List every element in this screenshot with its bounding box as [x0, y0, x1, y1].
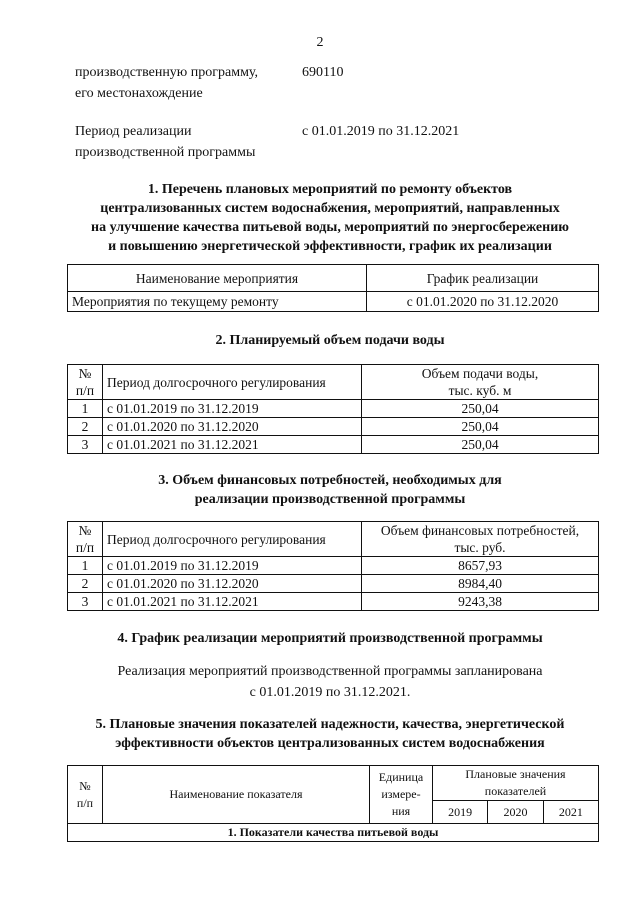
header-schedule: График реализации — [367, 265, 599, 292]
row-value: 8657,93 — [362, 557, 599, 575]
header-unit-line-1: Единица — [378, 770, 424, 784]
table-row — [68, 575, 599, 593]
indicators-table — [67, 765, 599, 842]
address-value: 690110 — [302, 65, 344, 80]
period-label-line-2: производственной программы — [75, 145, 256, 160]
header-period: Период долгосрочного регулирования — [103, 365, 362, 400]
section-5-title-line-2: эффективности объектов централизованных систем водоснабжения — [115, 736, 545, 751]
section-1-title — [60, 180, 600, 256]
section-3-title-line-1: 3. Объем финансовых потребностей, необходимых для — [158, 473, 502, 488]
header-measure-name: Наименование мероприятия — [68, 265, 367, 292]
row-number: 2 — [68, 418, 103, 436]
address-label-line-1: производственную программу, — [75, 65, 259, 80]
table-header-row — [68, 522, 599, 557]
header-number-line-1: № — [79, 778, 91, 793]
table-row — [68, 593, 599, 611]
row-period: с 01.01.2020 по 31.12.2020 — [103, 418, 362, 436]
header-year: 2021 — [543, 801, 598, 824]
table-header-row — [68, 365, 599, 400]
header-indicator-name: Наименование показателя — [103, 766, 370, 824]
section-5-title-line-1: 5. Плановые значения показателей надежности, качества, энергетической — [95, 717, 565, 732]
row-value: 250,04 — [362, 400, 599, 418]
section-1-title-line-4: и повышению энергетической эффективности, график их реализации — [108, 239, 552, 254]
measure-schedule-cell: с 01.01.2020 по 31.12.2020 — [367, 292, 599, 312]
header-financial-line-2: тыс. руб. — [454, 540, 506, 555]
header-number — [68, 522, 103, 557]
header-number-line-1: № — [78, 366, 92, 381]
row-number: 3 — [68, 436, 103, 454]
table-row — [68, 400, 599, 418]
financial-needs-table — [67, 521, 599, 611]
row-number: 3 — [68, 593, 103, 611]
header-planned-values — [433, 766, 599, 801]
section-2-title: 2. Планируемый объем подачи воды — [215, 333, 445, 348]
section-1-title-line-2: централизованных систем водоснабжения, мероприятий, направленных — [100, 201, 560, 216]
header-financial-line-1: Объем финансовых потребностей, — [380, 523, 580, 538]
row-period: с 01.01.2021 по 31.12.2021 — [103, 593, 362, 611]
header-number-line-2: п/п — [75, 383, 95, 398]
water-volume-table — [67, 364, 599, 454]
header-financial — [362, 522, 599, 557]
subsection-title: 1. Показатели качества питьевой воды — [68, 824, 599, 842]
row-value: 8984,40 — [362, 575, 599, 593]
section-4-title: 4. График реализации мероприятий производственной программы — [117, 631, 543, 646]
section-4-text-line-1: Реализация мероприятий производственной программы запланирована — [117, 664, 543, 679]
row-value: 250,04 — [362, 418, 599, 436]
page-number: 2 — [316, 35, 324, 50]
section-3-title — [60, 471, 600, 509]
header-volume-line-1: Объем подачи воды, — [421, 366, 539, 381]
row-period: с 01.01.2021 по 31.12.2021 — [103, 436, 362, 454]
header-period: Период долгосрочного регулирования — [103, 522, 362, 557]
period-label-line-1: Период реализации — [75, 124, 192, 139]
table-row — [68, 292, 599, 312]
header-volume-line-2: тыс. куб. м — [448, 383, 512, 398]
row-number: 2 — [68, 575, 103, 593]
header-unit-line-2: измере- — [381, 787, 421, 801]
measures-table — [67, 264, 599, 312]
row-value: 9243,38 — [362, 593, 599, 611]
table-header-row — [68, 766, 599, 801]
header-planned-line-2: показателей — [484, 784, 547, 798]
address-label — [75, 62, 258, 104]
table-header-row — [68, 265, 599, 292]
header-volume — [362, 365, 599, 400]
header-number-line-2: п/п — [75, 540, 95, 555]
row-number: 1 — [68, 557, 103, 575]
row-value: 250,04 — [362, 436, 599, 454]
header-number — [68, 365, 103, 400]
period-value: с 01.01.2019 по 31.12.2021 — [302, 124, 460, 139]
period-label — [75, 121, 255, 163]
header-number-line-2: п/п — [76, 795, 94, 810]
section-4-text-line-2: с 01.01.2019 по 31.12.2021. — [249, 685, 411, 700]
table-row — [68, 418, 599, 436]
address-label-line-2: его местонахождение — [75, 86, 203, 101]
section-1-title-line-3: на улучшение качества питьевой воды, мероприятий по энергосбережению — [91, 220, 569, 235]
header-year: 2019 — [433, 801, 488, 824]
row-period: с 01.01.2019 по 31.12.2019 — [103, 557, 362, 575]
row-period: с 01.01.2019 по 31.12.2019 — [103, 400, 362, 418]
section-3-title-line-2: реализации производственной программы — [194, 492, 466, 507]
header-unit — [370, 766, 433, 824]
table-row — [68, 824, 599, 842]
section-4-text — [60, 661, 600, 703]
row-number: 1 — [68, 400, 103, 418]
header-planned-line-1: Плановые значения — [465, 767, 566, 781]
section-5-title — [60, 715, 600, 753]
row-period: с 01.01.2020 по 31.12.2020 — [103, 575, 362, 593]
table-row — [68, 436, 599, 454]
header-year: 2020 — [488, 801, 543, 824]
header-number-line-1: № — [78, 523, 92, 538]
header-unit-line-3: ния — [391, 804, 411, 818]
header-number — [68, 766, 103, 824]
section-1-title-line-1: 1. Перечень плановых мероприятий по ремонту объектов — [147, 182, 513, 197]
measure-name-cell: Мероприятия по текущему ремонту — [68, 292, 367, 312]
table-row — [68, 557, 599, 575]
